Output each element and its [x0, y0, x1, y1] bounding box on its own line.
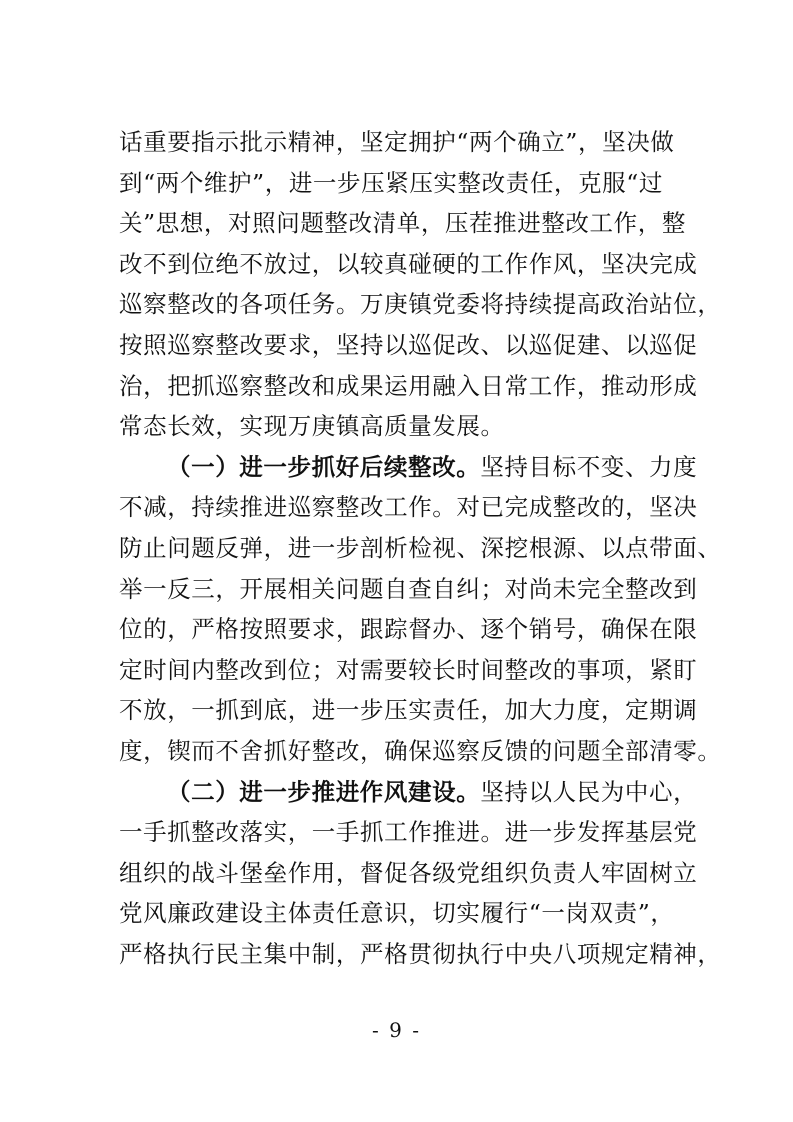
text-line: 定时间内整改到位；对需要较长时间整改的事项，紧盯: [119, 655, 698, 684]
section-1-first-line: [119, 447, 699, 488]
text-line: 常态长效，实现万庚镇高质量发展。: [119, 412, 505, 441]
text-line: 话重要指示批示精神，坚定拥护“两个确立”，坚决做: [119, 128, 675, 156]
text-line: 不减，持续推进巡察整改工作。对已完成整改的，坚决: [119, 493, 698, 522]
text-line: 关”思想，对照问题整改清单，压茬推进整改工作，整: [119, 209, 686, 238]
section-2-first-line-text: 坚持以人民为中心，: [480, 777, 698, 806]
text-line: 党风廉政建设主体责任意识，切实履行“一岗双责”，: [119, 899, 675, 928]
text-line: 组织的战斗堡垒作用，督促各级党组织负责人牢固树立: [119, 858, 698, 887]
section-1-first-line-text: 坚持目标不变、力度: [480, 452, 698, 481]
text-line: 度，锲而不舍抓好整改，确保巡察反馈的问题全部清零。: [119, 736, 722, 765]
section-2-first-line: [119, 772, 699, 813]
text-line: 按照巡察整改要求，坚持以巡促改、以巡促建、以巡促: [119, 330, 698, 359]
text-line: 位的，严格按照要求，跟踪督办、逐个销号，确保在限: [119, 615, 698, 644]
text-line: 防止问题反弹，进一步剖析检视、深挖根源、以点带面、: [119, 533, 722, 562]
text-line: 治，把抓巡察整改和成果运用融入日常工作，推动形成: [119, 371, 698, 400]
text-line: 严格执行民主集中制，严格贯彻执行中央八项规定精神，: [119, 939, 722, 968]
section-1-heading: （一）进一步抓好后续整改。: [167, 452, 481, 481]
text-line: 举一反三，开展相关问题自查自纠；对尚未完全整改到: [119, 574, 698, 603]
text-line: 巡察整改的各项任务。万庚镇党委将持续提高政治站位，: [119, 290, 722, 319]
text-line: 一手抓整改落实，一手抓工作推进。进一步发挥基层党: [119, 818, 698, 847]
text-line: 到“两个维护”，进一步压紧压实整改责任，克服“过: [119, 168, 663, 197]
page-number: - 9 -: [372, 1018, 421, 1042]
body-text: [119, 122, 722, 974]
text-line: 改不到位绝不放过，以较真碰硬的工作作风，坚决完成: [119, 249, 698, 278]
text-line: 不放，一抓到底，进一步压实责任，加大力度，定期调: [119, 696, 698, 725]
section-2-heading: （二）进一步推进作风建设。: [167, 777, 481, 806]
